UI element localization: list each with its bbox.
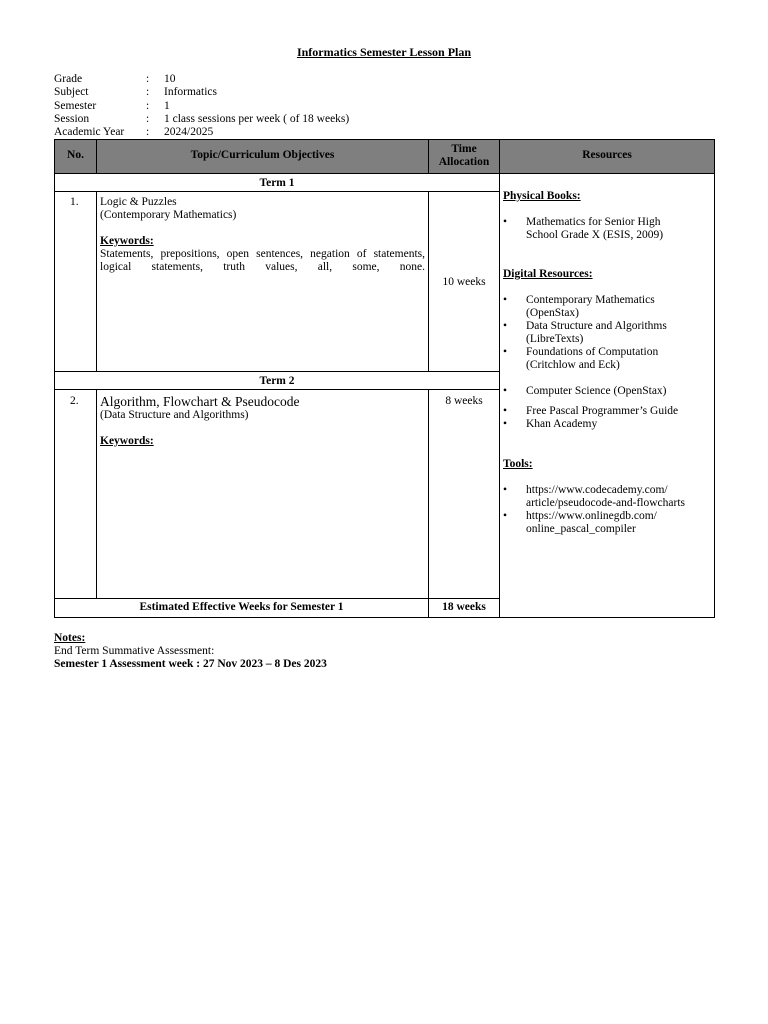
bullet: •	[503, 294, 508, 306]
digital-resources-heading: Digital Resources:	[503, 268, 593, 280]
info-colon: :	[146, 126, 150, 139]
row2-keywords-label: Keywords:	[100, 435, 154, 447]
term2-divider	[54, 389, 499, 390]
table-border-right	[714, 139, 715, 618]
list-item	[503, 294, 713, 320]
row1-topic-title: Logic & Puzzles	[100, 196, 177, 208]
header-topic: Topic/Curriculum Objectives	[190, 149, 335, 161]
tool-link[interactable]: https://www.onlinegdb.com/	[526, 510, 657, 522]
list-item	[503, 216, 713, 242]
bullet: •	[503, 484, 508, 496]
physical-books-heading: Physical Books:	[503, 190, 581, 202]
row2-divider	[54, 598, 499, 599]
assessment-week: Semester 1 Assessment week : 27 Nov 2023 – 8 Des 2023	[54, 658, 327, 670]
row1-topic	[100, 196, 425, 274]
bullet: •	[503, 385, 508, 397]
resource-line: School Grade X (ESIS, 2009)	[526, 229, 664, 241]
bullet: •	[503, 216, 508, 228]
no-divider-row1	[96, 191, 97, 372]
list-item	[503, 346, 713, 372]
footer-label: Estimated Effective Weeks for Semester 1	[139, 601, 344, 613]
tools-list	[503, 484, 713, 536]
bullet: •	[503, 405, 508, 417]
info-value: Informatics	[164, 86, 218, 99]
header-time-line2: Allocation	[438, 156, 490, 168]
bullet: •	[503, 510, 508, 522]
row2-time: 8 weeks	[445, 395, 483, 407]
tools-heading: Tools:	[503, 458, 533, 470]
notes-line: End Term Summative Assessment:	[54, 645, 215, 657]
list-item	[503, 385, 713, 398]
tool-link[interactable]: https://www.codecademy.com/	[526, 484, 668, 496]
row1-topic-source: (Contemporary Mathematics)	[100, 209, 237, 221]
info-row-grade	[54, 73, 349, 86]
info-value: 10	[164, 73, 176, 85]
row1-number: 1.	[70, 196, 79, 208]
row1-keywords-label: Keywords:	[100, 235, 154, 247]
list-item	[503, 484, 713, 510]
physical-books-list	[503, 216, 713, 242]
resources-divider	[499, 139, 500, 618]
info-colon: :	[146, 73, 150, 85]
info-row-subject	[54, 86, 349, 99]
bullet: •	[503, 320, 508, 332]
resource-line: Free Pascal Programmer’s Guide	[526, 405, 679, 417]
info-row-semester	[54, 100, 349, 113]
info-row-academic-year	[54, 126, 349, 139]
resource-line: Contemporary Mathematics	[526, 294, 655, 306]
list-item	[503, 510, 713, 536]
header-no: No.	[67, 149, 84, 161]
info-label: Session	[54, 112, 90, 125]
resource-line: Data Structure and Algorithms	[526, 320, 667, 332]
info-colon: :	[146, 86, 150, 99]
resources-cell	[503, 190, 713, 536]
row1-divider	[54, 371, 499, 372]
tool-link[interactable]: online_pascal_compiler	[526, 523, 636, 535]
no-divider-row2	[96, 389, 97, 599]
info-label: Semester	[54, 99, 97, 112]
notes-heading: Notes:	[54, 632, 86, 644]
info-label: Grade	[54, 73, 83, 85]
digital-resources-list	[503, 294, 713, 372]
header-border-bottom	[54, 173, 715, 174]
resource-line: Foundations of Computation	[526, 346, 659, 358]
info-label: Academic Year	[54, 126, 125, 139]
document-title: Informatics Semester Lesson Plan	[296, 45, 472, 59]
bullet: •	[503, 418, 508, 430]
info-colon: :	[146, 99, 150, 112]
row2-topic	[100, 395, 425, 448]
info-value: 1	[164, 99, 170, 112]
header-resources: Resources	[582, 149, 632, 161]
row2-topic-source: (Data Structure and Algorithms)	[100, 409, 249, 421]
row1-keywords-text: Statements, prepositions, open sentences, negation of statements, logical statements, truth values, all, some, none.	[100, 248, 425, 273]
bullet: •	[503, 346, 508, 358]
row2-number: 2.	[70, 395, 79, 407]
row1-time: 10 weeks	[442, 276, 486, 288]
resource-line: Mathematics for Senior High	[526, 216, 661, 228]
digital-resources-list-more	[503, 385, 713, 431]
row2-topic-title: Algorithm, Flowchart & Pseudocode	[100, 394, 300, 409]
info-label: Subject	[54, 86, 89, 99]
list-item	[503, 418, 713, 431]
term1-label: Term 1	[259, 177, 295, 189]
info-row-session	[54, 113, 349, 126]
header-time	[429, 143, 499, 169]
resource-line: Computer Science (OpenStax)	[526, 385, 667, 397]
info-colon: :	[146, 112, 150, 125]
list-item	[503, 320, 713, 346]
table-border-bottom	[54, 617, 715, 618]
term1-divider	[54, 191, 499, 192]
resource-line: Khan Academy	[526, 418, 598, 430]
header-time-line1: Time	[451, 143, 477, 155]
info-value: 2024/2025	[164, 126, 214, 139]
resource-line: (LibreTexts)	[526, 333, 584, 345]
time-divider-row2	[428, 389, 429, 618]
notes-section	[54, 632, 327, 671]
resource-line: (OpenStax)	[526, 307, 580, 319]
resource-line: (Critchlow and Eck)	[526, 359, 620, 371]
tool-link[interactable]: article/pseudocode-and-flowcharts	[526, 497, 686, 509]
course-info	[54, 73, 349, 139]
term2-label: Term 2	[259, 375, 295, 387]
info-value: 1 class sessions per week ( of 18 weeks)	[164, 112, 350, 125]
list-item	[503, 405, 713, 418]
footer-total-weeks: 18 weeks	[442, 601, 486, 613]
